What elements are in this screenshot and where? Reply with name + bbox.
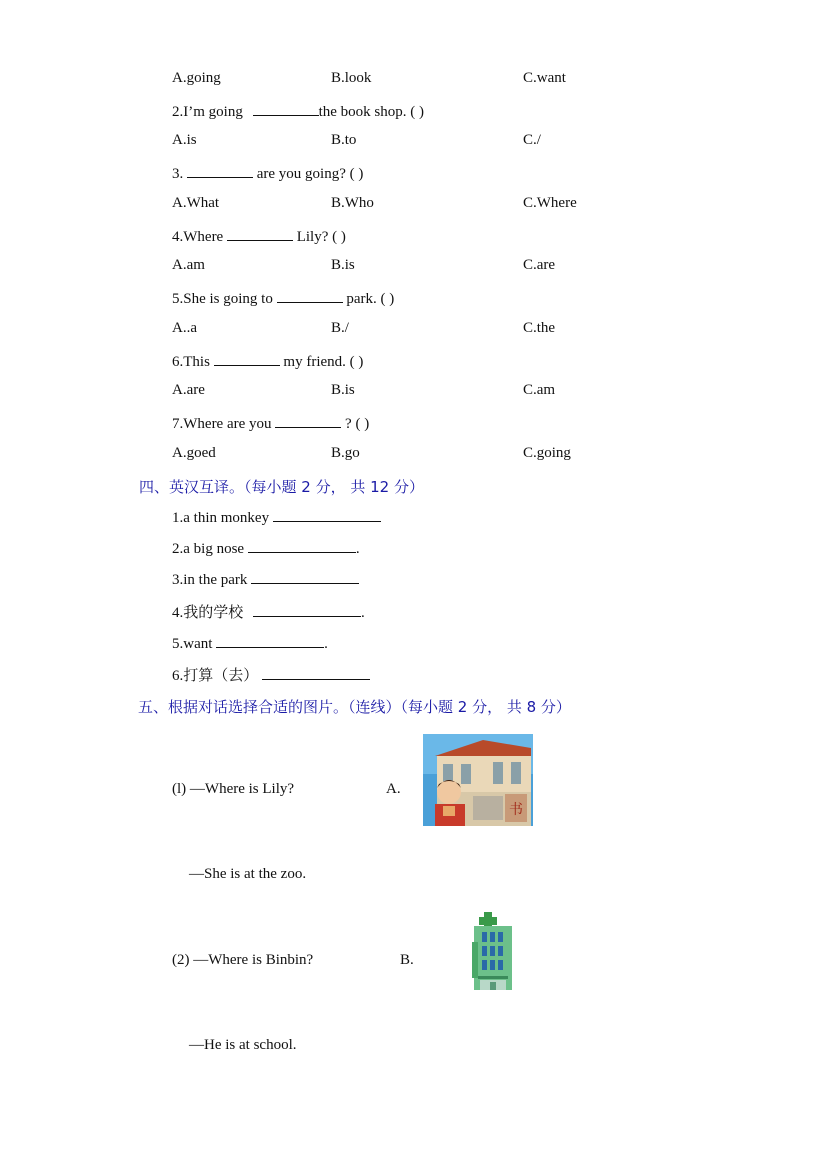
- question-3-paren[interactable]: ( ): [349, 166, 364, 182]
- translation-item-5-blank[interactable]: [216, 633, 324, 648]
- question-3-number: 3.: [172, 166, 184, 182]
- translation-item-1-blank[interactable]: [273, 507, 381, 522]
- house-icon: [423, 734, 533, 826]
- q1-option-b: B.look: [331, 70, 372, 86]
- q7-option-a: A.goed: [172, 445, 216, 461]
- translation-item-2-blank[interactable]: [248, 538, 356, 553]
- question-7-text: 7.Where are you: [172, 416, 272, 432]
- translation-item-3-text: 3.in the park: [172, 572, 248, 588]
- translation-item-5-end: .: [324, 636, 328, 652]
- question-2-paren[interactable]: ( ): [410, 104, 424, 120]
- translation-item-2-end: .: [355, 541, 360, 557]
- question-2-text-end: the book shop.: [318, 104, 407, 120]
- question-2-text: 2.I’m going: [172, 104, 243, 120]
- question-5-text-end: park.: [346, 291, 377, 307]
- section-5-heading: 五、根据对话选择合适的图片。（连线）（每小题 2 分， 共 8 分）: [138, 698, 571, 716]
- question-3: [172, 163, 363, 183]
- q3-option-a: A.What: [172, 195, 220, 211]
- q6-option-b: B.is: [331, 382, 355, 398]
- question-5-paren[interactable]: ( ): [380, 291, 395, 307]
- translation-item-2: [172, 538, 360, 558]
- dialogue-1-question: (l) —Where is Lily?: [172, 781, 295, 797]
- q4-option-b: B.is: [331, 257, 355, 273]
- translation-item-4-end: .: [361, 605, 365, 621]
- question-3-blank[interactable]: [187, 163, 253, 178]
- q4-option-a: A.am: [172, 257, 205, 273]
- question-7: [172, 413, 369, 433]
- question-2: [172, 101, 424, 121]
- translation-item-6-blank[interactable]: [262, 665, 370, 680]
- question-2-blank[interactable]: [253, 101, 319, 116]
- q6-option-a: A.are: [172, 382, 205, 398]
- picture-label-b[interactable]: B.: [400, 952, 414, 968]
- question-4-text: 4.Where: [172, 229, 224, 245]
- green-hospital-building-illustration[interactable]: [466, 912, 514, 992]
- question-6-paren[interactable]: ( ): [349, 354, 364, 370]
- q2-option-b: B.to: [331, 132, 357, 148]
- hospital-icon: [466, 912, 514, 992]
- section-4-heading: 四、英汉互译。（每小题 2 分， 共 12 分）: [139, 478, 424, 496]
- translation-item-5: [172, 633, 328, 653]
- q4-option-c: C.are: [523, 257, 556, 273]
- question-5: [172, 288, 394, 308]
- translation-item-5-text: 5.want: [172, 636, 213, 652]
- question-7-paren[interactable]: ( ): [355, 416, 370, 432]
- translation-item-4-blank[interactable]: [253, 602, 361, 617]
- translation-item-1: [172, 507, 381, 527]
- q7-option-c: C.going: [523, 445, 571, 461]
- question-4-blank[interactable]: [227, 226, 293, 241]
- question-5-blank[interactable]: [277, 288, 343, 303]
- question-5-text: 5.She is going to: [172, 291, 273, 307]
- svg-text:书: 书: [509, 802, 523, 818]
- q1-option-c: C.want: [523, 70, 566, 86]
- dialogue-2-question: (2) —Where is Binbin?: [172, 952, 314, 968]
- question-7-text-end: ?: [345, 416, 352, 432]
- question-6-blank[interactable]: [214, 351, 280, 366]
- q2-option-c: C./: [523, 132, 541, 148]
- translation-item-3: [172, 569, 359, 589]
- translation-item-3-blank[interactable]: [251, 569, 359, 584]
- translation-item-1-text: 1.a thin monkey: [172, 510, 270, 526]
- q3-option-b: B.Who: [331, 195, 374, 211]
- q5-option-c: C.the: [523, 320, 556, 336]
- question-3-text: are you going?: [256, 166, 346, 182]
- picture-label-a[interactable]: A.: [386, 781, 401, 797]
- q5-option-a: A..a: [172, 320, 197, 336]
- question-7-blank[interactable]: [275, 413, 341, 428]
- dialogue-1-answer: —She is at the zoo.: [189, 866, 307, 882]
- dialogue-2-answer: —He is at school.: [189, 1037, 297, 1053]
- question-6-text: 6.This: [172, 354, 210, 370]
- q2-option-a: A.is: [172, 132, 197, 148]
- translation-item-6-text: 6.打算（去）: [172, 668, 259, 684]
- question-4-paren[interactable]: ( ): [332, 229, 346, 245]
- house-with-boy-illustration[interactable]: [423, 734, 533, 826]
- question-6-text-end: my friend.: [283, 354, 346, 370]
- q1-option-a: A.going: [172, 70, 221, 86]
- translation-item-4: [172, 601, 365, 622]
- question-6: [172, 351, 363, 371]
- q7-option-b: B.go: [331, 445, 360, 461]
- translation-item-2-text: 2.a big nose: [172, 541, 245, 557]
- question-4-text-end: Lily?: [296, 229, 329, 245]
- q6-option-c: C.am: [523, 382, 556, 398]
- question-4: [172, 226, 346, 246]
- q3-option-c: C.Where: [523, 195, 577, 211]
- translation-item-4-text: 4.我的学校: [172, 605, 244, 621]
- translation-item-6: [172, 664, 370, 685]
- q5-option-b: B./: [331, 320, 349, 336]
